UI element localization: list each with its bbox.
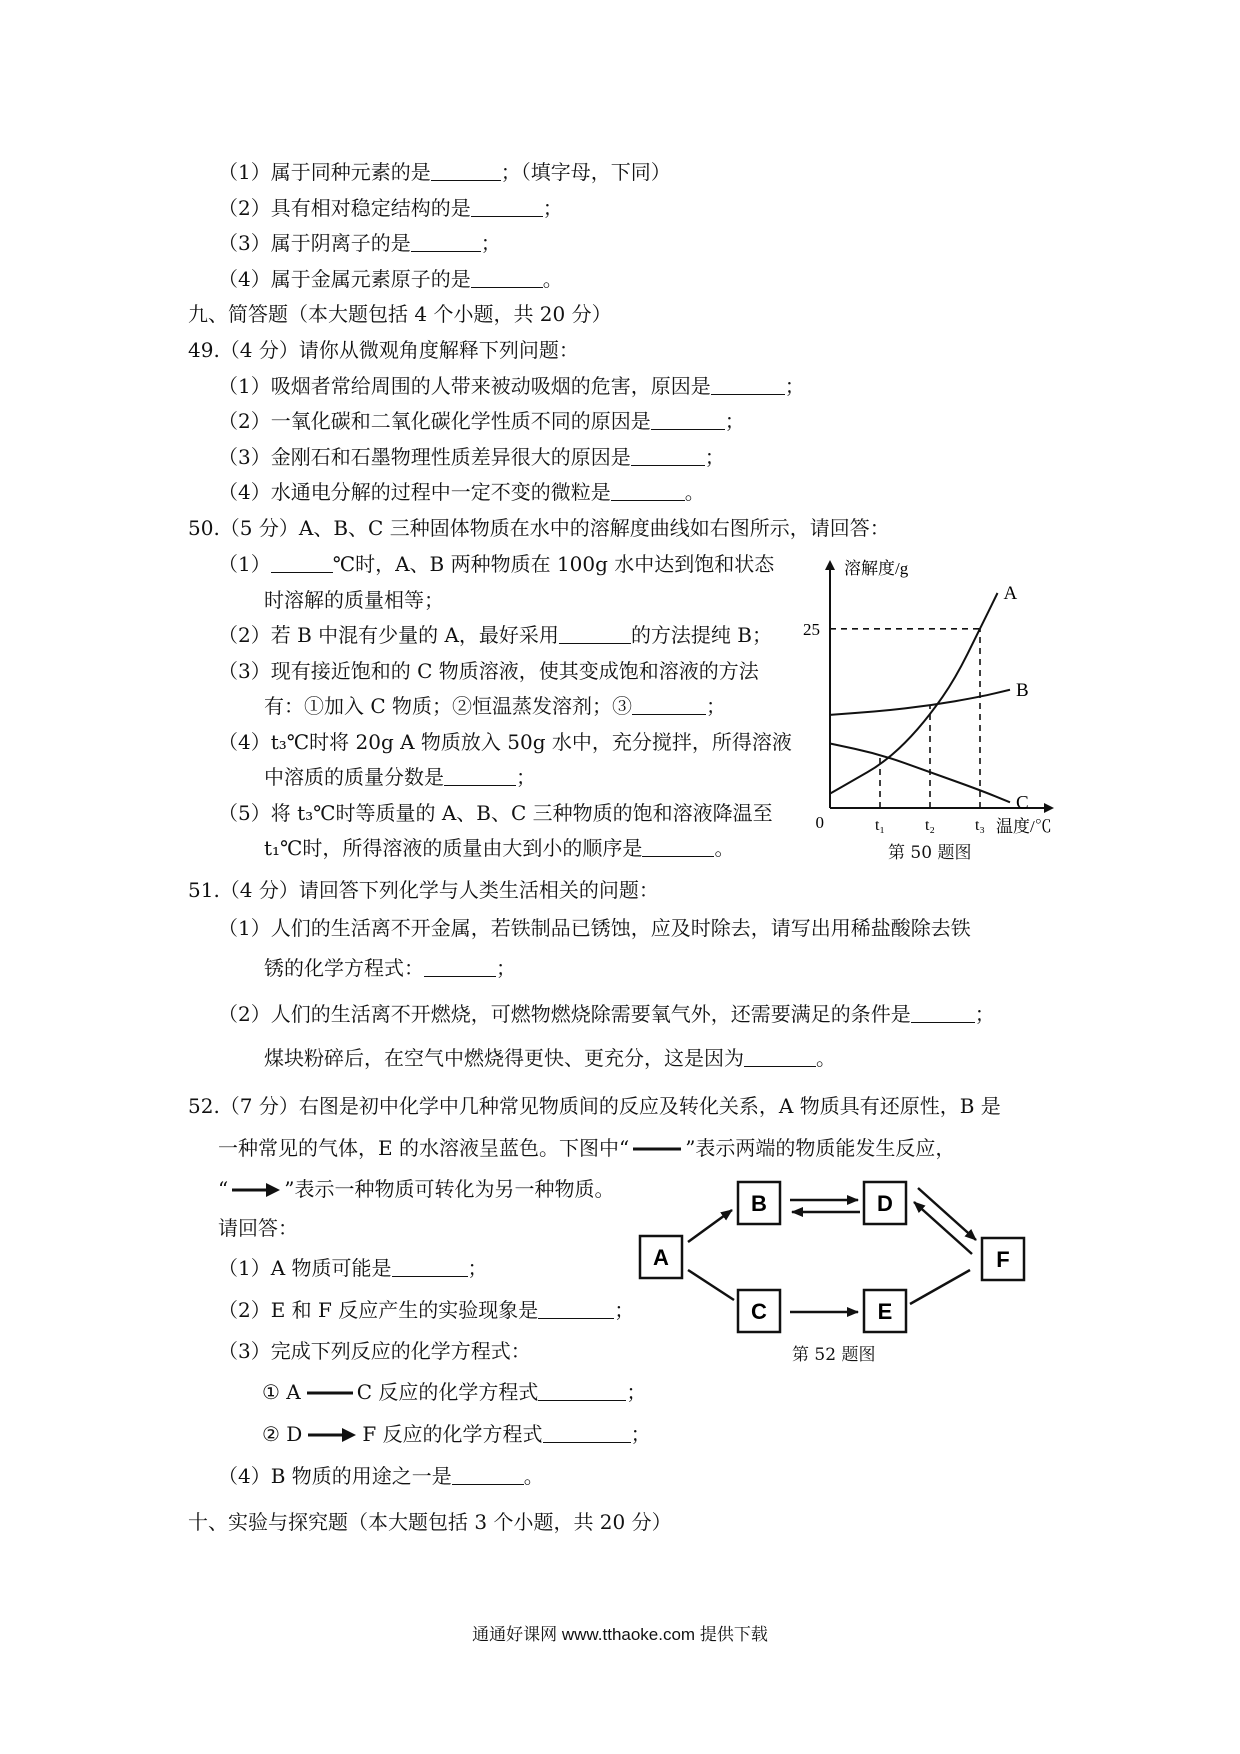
y-axis-label: 溶解度/g <box>844 559 909 578</box>
q48-item-2-tail: ； <box>542 196 563 220</box>
answer-blank[interactable] <box>424 956 496 977</box>
q50-item-5-text: t₁℃时，所得溶液的质量由大到小的顺序是 <box>264 836 643 860</box>
q48-item-4 <box>218 265 563 293</box>
answer-blank[interactable] <box>543 1422 631 1443</box>
answer-blank[interactable] <box>444 765 516 786</box>
curve-B <box>830 690 1010 715</box>
q50-item-3-cont <box>264 692 726 720</box>
q49-item-2-text: （2）一氧化碳和二氧化碳化学性质不同的原因是 <box>218 409 651 433</box>
q52-item-2 <box>218 1296 634 1324</box>
q51-heading: 51.（4 分）请回答下列化学与人类生活相关的问题： <box>188 878 659 902</box>
answer-blank[interactable] <box>271 552 333 573</box>
q50-item-3: （3）现有接近饱和的 C 物质溶液，使其变成饱和溶液的方法 <box>218 659 759 683</box>
q51-item-1-text: 锈的化学方程式： <box>264 956 424 980</box>
node-a-label: A <box>653 1245 669 1270</box>
line-e-f <box>910 1270 970 1304</box>
q51-item-2-cont-text: 煤块粉碎后，在空气中燃烧得更快、更充分，这是因为 <box>264 1046 744 1070</box>
node-d-label: D <box>877 1191 893 1216</box>
section-10-heading: 十、实验与探究题（本大题包括 3 个小题，共 20 分） <box>188 1510 672 1534</box>
q48-item-4-tail: 。 <box>542 267 563 291</box>
node-b-label: B <box>751 1191 767 1216</box>
solubility-chart <box>800 550 1070 840</box>
answer-blank[interactable] <box>538 1298 614 1319</box>
q50-item-4: （4）t₃℃时将 20g A 物质放入 50g 水中，充分搅拌，所得溶液 <box>218 730 792 754</box>
q52-item-2-text: （2）E 和 F 反应产生的实验现象是 <box>218 1298 539 1322</box>
diagram-caption: 第 52 题图 <box>792 1345 876 1365</box>
q50-item-2-tail: 的方法提纯 B； <box>630 623 772 647</box>
page-footer: 通通好课网 www.tthaoke.com 提供下载 <box>472 1625 768 1644</box>
q52-eq-1-tail: ； <box>626 1380 647 1404</box>
q51-item-2-tail: ； <box>974 1002 995 1026</box>
q49-item-1 <box>218 372 805 400</box>
q52-line-3-open: “ <box>218 1177 229 1201</box>
q52-eq-1-num: ① A <box>262 1380 301 1404</box>
q48-item-3-text: （3）属于阴离子的是 <box>218 231 411 255</box>
answer-blank[interactable] <box>471 196 543 217</box>
answer-blank[interactable] <box>559 623 631 644</box>
q48-item-4-text: （4）属于金属元素原子的是 <box>218 267 471 291</box>
answer-blank[interactable] <box>538 1380 626 1401</box>
curve-label-C: C <box>1016 792 1029 814</box>
q52-line-2-text: 一种常见的气体，E 的水溶液呈蓝色。下图中“ <box>218 1136 630 1160</box>
q49-item-1-text: （1）吸烟者常给周围的人带来被动吸烟的危害，原因是 <box>218 374 711 398</box>
q50-item-2-text: （2）若 B 中混有少量的 A，最好采用 <box>218 623 559 647</box>
q48-item-1-text: （1）属于同种元素的是 <box>218 160 431 184</box>
answer-blank[interactable] <box>471 267 543 288</box>
node-f-label: F <box>996 1247 1010 1272</box>
q51-item-1: （1）人们的生活离不开金属，若铁制品已锈蚀，应及时除去，请写出用稀盐酸除去铁 <box>218 916 971 940</box>
answer-blank[interactable] <box>711 374 785 395</box>
q48-item-1-tail: ；（填字母，下同） <box>500 160 671 184</box>
q50-item-1-text: ℃时，A、B 两种物质在 100g 水中达到饱和状态 <box>332 552 775 576</box>
q51-item-2-text: （2）人们的生活离不开燃烧，可燃物燃烧除需要氧气外，还需要满足的条件是 <box>218 1002 911 1026</box>
q49-heading: 49.（4 分）请你从微观角度解释下列问题： <box>188 338 579 362</box>
line-a-c <box>688 1270 734 1300</box>
q48-item-1 <box>218 158 671 186</box>
arrow-a-to-b <box>688 1210 732 1242</box>
curve-C <box>830 744 1010 803</box>
node-f <box>982 1238 1024 1280</box>
q52-item-2-tail: ； <box>614 1298 635 1322</box>
node-c <box>738 1290 780 1332</box>
q52-eq-1-text: C 反应的化学方程式 <box>356 1380 539 1404</box>
answer-blank[interactable] <box>431 160 501 181</box>
q49-item-4 <box>218 478 705 506</box>
q49-item-3-text: （3）金刚石和石墨物理性质差异很大的原因是 <box>218 445 631 469</box>
node-d <box>864 1182 906 1224</box>
conversion-arrow-symbol <box>302 1423 362 1443</box>
q49-item-2 <box>218 407 745 435</box>
q52-line-1: 52.（7 分）右图是初中化学中几种常见物质间的反应及转化关系，A 物质具有还原性，B 是 <box>188 1094 1001 1118</box>
q49-item-4-tail: 。 <box>684 480 705 504</box>
answer-blank[interactable] <box>642 836 714 857</box>
q50-item-1 <box>218 550 774 578</box>
curve-label-B: B <box>1016 679 1029 701</box>
q50-item-3-text: 有：①加入 C 物质；②恒温蒸发溶剂；③ <box>264 694 633 718</box>
answer-blank[interactable] <box>911 1002 975 1023</box>
q48-item-3 <box>218 229 501 257</box>
q52-eq-2-tail: ； <box>630 1422 651 1446</box>
q50-item-4-cont <box>264 763 536 791</box>
x-tick-label: t₁ <box>874 817 886 834</box>
q51-item-1-tail: ； <box>496 956 516 980</box>
node-e-label: E <box>877 1299 893 1324</box>
q49-item-3 <box>218 443 725 471</box>
q52-item-4 <box>218 1462 544 1490</box>
q52-item-1-text: （1）A 物质可能是 <box>218 1256 392 1280</box>
answer-blank[interactable] <box>651 409 725 430</box>
q50-item-1-num: （1） <box>218 552 271 576</box>
q52-line-2-tail: ”表示两端的物质能发生反应， <box>685 1136 956 1160</box>
answer-blank[interactable] <box>611 480 685 501</box>
q49-item-3-tail: ； <box>704 445 725 469</box>
q52-eq-2-num: ② D <box>262 1422 303 1446</box>
q51-item-2-cont-tail: 。 <box>816 1046 836 1070</box>
q52-item-4-tail: 。 <box>523 1464 544 1488</box>
q50-item-3-tail: ； <box>706 694 727 718</box>
q52-line-3 <box>218 1175 614 1203</box>
q48-item-2 <box>218 194 563 222</box>
q49-item-2-tail: ； <box>724 409 745 433</box>
node-b <box>738 1182 780 1224</box>
answer-blank[interactable] <box>411 231 481 252</box>
q48-item-2-text: （2）具有相对稳定结构的是 <box>218 196 471 220</box>
q51-item-2-cont <box>264 1044 836 1072</box>
q50-item-5: （5）将 t₃℃时等质量的 A、B、C 三种物质的饱和溶液降温至 <box>218 801 773 825</box>
q51-item-1-cont <box>264 954 516 982</box>
q52-ask: 请回答： <box>218 1216 298 1240</box>
answer-blank[interactable] <box>632 694 706 715</box>
chart-caption: 第 50 题图 <box>888 843 972 863</box>
reaction-diagram <box>620 1160 1040 1340</box>
answer-blank[interactable] <box>392 1256 468 1277</box>
q52-item-1-tail: ； <box>467 1256 488 1280</box>
node-a <box>640 1236 682 1278</box>
curve-A <box>830 593 998 794</box>
q49-item-1-tail: ； <box>784 374 805 398</box>
curve-label-A: A <box>1003 583 1018 604</box>
y-tick-label: 25 <box>803 619 820 639</box>
answer-blank[interactable] <box>631 445 705 466</box>
answer-blank[interactable] <box>744 1046 816 1067</box>
q52-item-4-text: （4）B 物质的用途之一是 <box>218 1464 452 1488</box>
q52-eq-1 <box>262 1378 646 1406</box>
q50-item-1-cont: 时溶解的质量相等； <box>264 588 444 612</box>
q52-line-3-text: ”表示一种物质可转化为另一种物质。 <box>284 1177 615 1201</box>
q51-item-2 <box>218 1000 995 1028</box>
q52-eq-2 <box>262 1420 651 1448</box>
q52-line-2 <box>218 1134 955 1162</box>
q49-item-4-text: （4）水通电分解的过程中一定不变的微粒是 <box>218 480 611 504</box>
q52-item-1 <box>218 1254 488 1282</box>
x-tick-label: t₃ <box>974 817 986 834</box>
section-9-heading: 九、简答题（本大题包括 4 个小题，共 20 分） <box>188 302 612 326</box>
origin-label: 0 <box>815 813 824 832</box>
conversion-arrow-symbol <box>228 1178 284 1198</box>
reaction-line-symbol <box>301 1381 357 1401</box>
node-e <box>864 1290 906 1332</box>
q48-item-3-tail: ； <box>480 231 501 255</box>
x-tick-label: t₂ <box>924 817 936 834</box>
reaction-line-symbol <box>629 1137 685 1157</box>
q52-item-3: （3）完成下列反应的化学方程式： <box>218 1339 531 1363</box>
answer-blank[interactable] <box>452 1464 524 1485</box>
q50-item-4-text: 中溶质的质量分数是 <box>264 765 444 789</box>
q52-eq-2-text: F 反应的化学方程式 <box>362 1422 543 1446</box>
node-c-label: C <box>751 1299 767 1324</box>
q50-item-5-cont <box>264 834 734 862</box>
q50-heading: 50.（5 分）A、B、C 三种固体物质在水中的溶解度曲线如右图所示，请回答： <box>188 516 890 540</box>
q50-item-5-tail: 。 <box>714 836 735 860</box>
x-axis-label: 温度/℃ <box>996 817 1052 836</box>
q50-item-4-tail: ； <box>516 765 536 789</box>
q50-item-2 <box>218 621 772 649</box>
